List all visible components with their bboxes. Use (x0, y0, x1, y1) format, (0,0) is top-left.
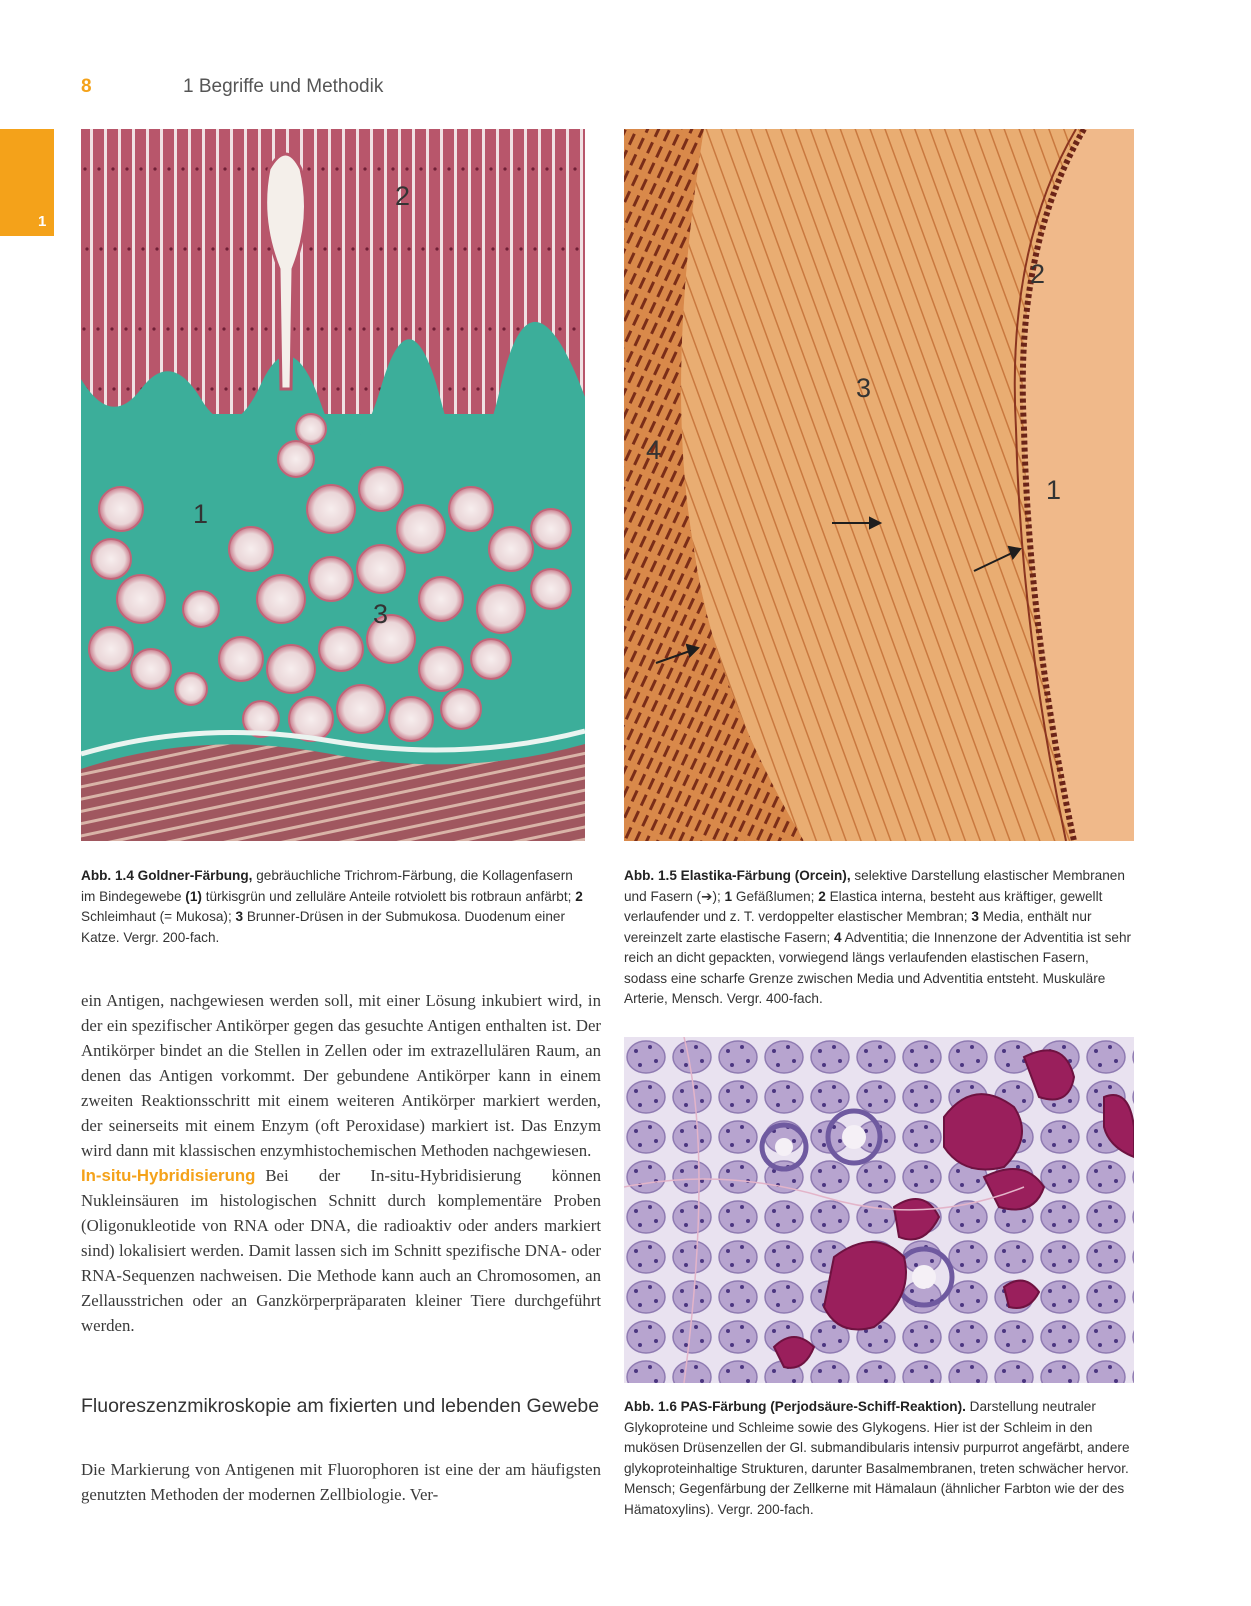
goldner-micrograph (81, 129, 585, 841)
figure-pas-stain (624, 1037, 1134, 1383)
running-header: 1 Begriffe und Methodik (183, 76, 384, 97)
caption-ref: 3 (971, 909, 979, 924)
caption-fig-1-6 (624, 1397, 1134, 1520)
caption-text: türkisgrün und zelluläre Anteile rotviolett bis rotbraun anfärbt; (201, 888, 576, 904)
caption-lead: Abb. 1.5 Elastika-Färbung (Orcein), (624, 868, 851, 883)
caption-text: Elastica interna, besteht aus kräftiger, gewellt verlaufender und z. T. verdoppelter elastischer Membran; (624, 888, 1103, 924)
caption-lead: Abb. 1.4 Goldner-Färbung, (81, 868, 253, 883)
label-2: 2 (1030, 259, 1046, 289)
label-3: 3 (856, 373, 872, 403)
label-1: 1 (1046, 475, 1062, 505)
caption-ref: 2 (818, 888, 826, 904)
paragraph (81, 1163, 601, 1338)
caption-text: selektive Darstellung elastischer Membranen und Fasern (➔); (624, 868, 1125, 904)
caption-text: Media, enthält nur vereinzelt zarte elastische Fasern; (624, 909, 1092, 945)
paragraph-highlight: In-situ-Hybridisierung (81, 1166, 256, 1185)
page-number: 8 (81, 76, 92, 97)
caption-text: Gefäßlumen; (732, 888, 819, 904)
figure-elastica-stain (624, 129, 1134, 841)
label-3: 3 (373, 599, 389, 629)
caption-ref: 4 (834, 929, 842, 945)
label-4: 4 (646, 435, 662, 465)
chapter-tab (0, 129, 54, 236)
pas-micrograph (624, 1037, 1134, 1383)
caption-ref: 2 (575, 888, 583, 904)
label-2: 2 (395, 181, 411, 211)
caption-ref: 3 (235, 909, 244, 924)
caption-lead: Abb. 1.6 PAS-Färbung (Perjodsäure-Schiff-Reaktion). (624, 1399, 966, 1414)
caption-text: Schleimhaut (= Mukosa); (81, 909, 236, 924)
caption-ref: (1) (185, 888, 202, 904)
figure-goldner-stain (81, 129, 585, 841)
chapter-tab-number: 1 (38, 213, 47, 230)
caption-ref: 1 (724, 888, 733, 904)
caption-text: Adventitia; die Innenzone der Adventitia ist sehr reich an dicht gepackten, vorwiegend längs verlaufenden elastischen Fasern, sodass eine scharfe Grenze zwischen Media und Adventitia entsteht. Muskuläre Arterie, Mensch. Vergr. 400-fach. (624, 929, 1132, 1006)
section-paragraph: Die Markierung von Antigenen mit Fluorophoren ist eine der am häufigsten genutzten Methoden der modernen Zellbiologie. Ver- (81, 1460, 601, 1504)
paragraph-text: Bei der In-situ-Hybridisierung können Nukleinsäuren im histologischen Schnitt durch komplementäre Proben (Oligonukleotide von RNA oder DNA, die radioaktiv oder anders markiert sind) lokalisiert werden. Damit lassen sich im Schnitt spezifische DNA- oder RNA-Sequenzen nachweisen. Die Methode kann auch an Chromosomen, an Zellausstrichen oder an Ganzkörperpräparaten kleiner Tiere durchgeführt werden. (81, 1166, 601, 1335)
section-heading: Fluoreszenzmikroskopie am fixierten und lebenden Gewebe (81, 1395, 600, 1417)
label-1: 1 (193, 499, 209, 529)
caption-text: Darstellung neutraler Glykoproteine und Schleime sowie des Glykogens. Hier ist der Schleim in den mukösen Drüsenzellen der Gl. submandibularis intensiv purpurrot angefärbt, andere glykoproteinhaltige Strukturen, darunter Basalmembranen, treten schwächer hervor. Mensch; Gegenfärbung der Zellkerne mit Hämalaun (ähnlicher Farbton wie der des Hämatoxylins). Vergr. 200-fach. (624, 1399, 1130, 1517)
body-text (81, 988, 601, 1338)
caption-text: Brunner-Drüsen in der Submukosa. Duodenum einer Katze. Vergr. 200-fach. (81, 909, 565, 945)
caption-fig-1-4 (81, 866, 586, 948)
paragraph: ein Antigen, nachgewiesen werden soll, mit einer Lösung inkubiert wird, in der ein spezifischer Antikörper gegen das gesuchte Antigen enthalten ist. Der Antikörper bindet an die Stellen in Zellen oder im extrazellulären Raum, an denen das Antigen vorkommt. Der gebundene Antikörper kann in einem zweiten Reaktionsschritt mit einem weiteren Antikörper markiert werden, der seinerseits mit einem Enzym (oft Peroxidase) markiert ist. Das Enzym wird dann mit klassischen enzymhistochemischen Methoden nachgewiesen. (81, 991, 601, 1160)
caption-text: gebräuchliche Trichrom-Färbung, die Kollagenfasern im Bindegewebe (81, 868, 573, 904)
caption-fig-1-5 (624, 866, 1134, 1010)
